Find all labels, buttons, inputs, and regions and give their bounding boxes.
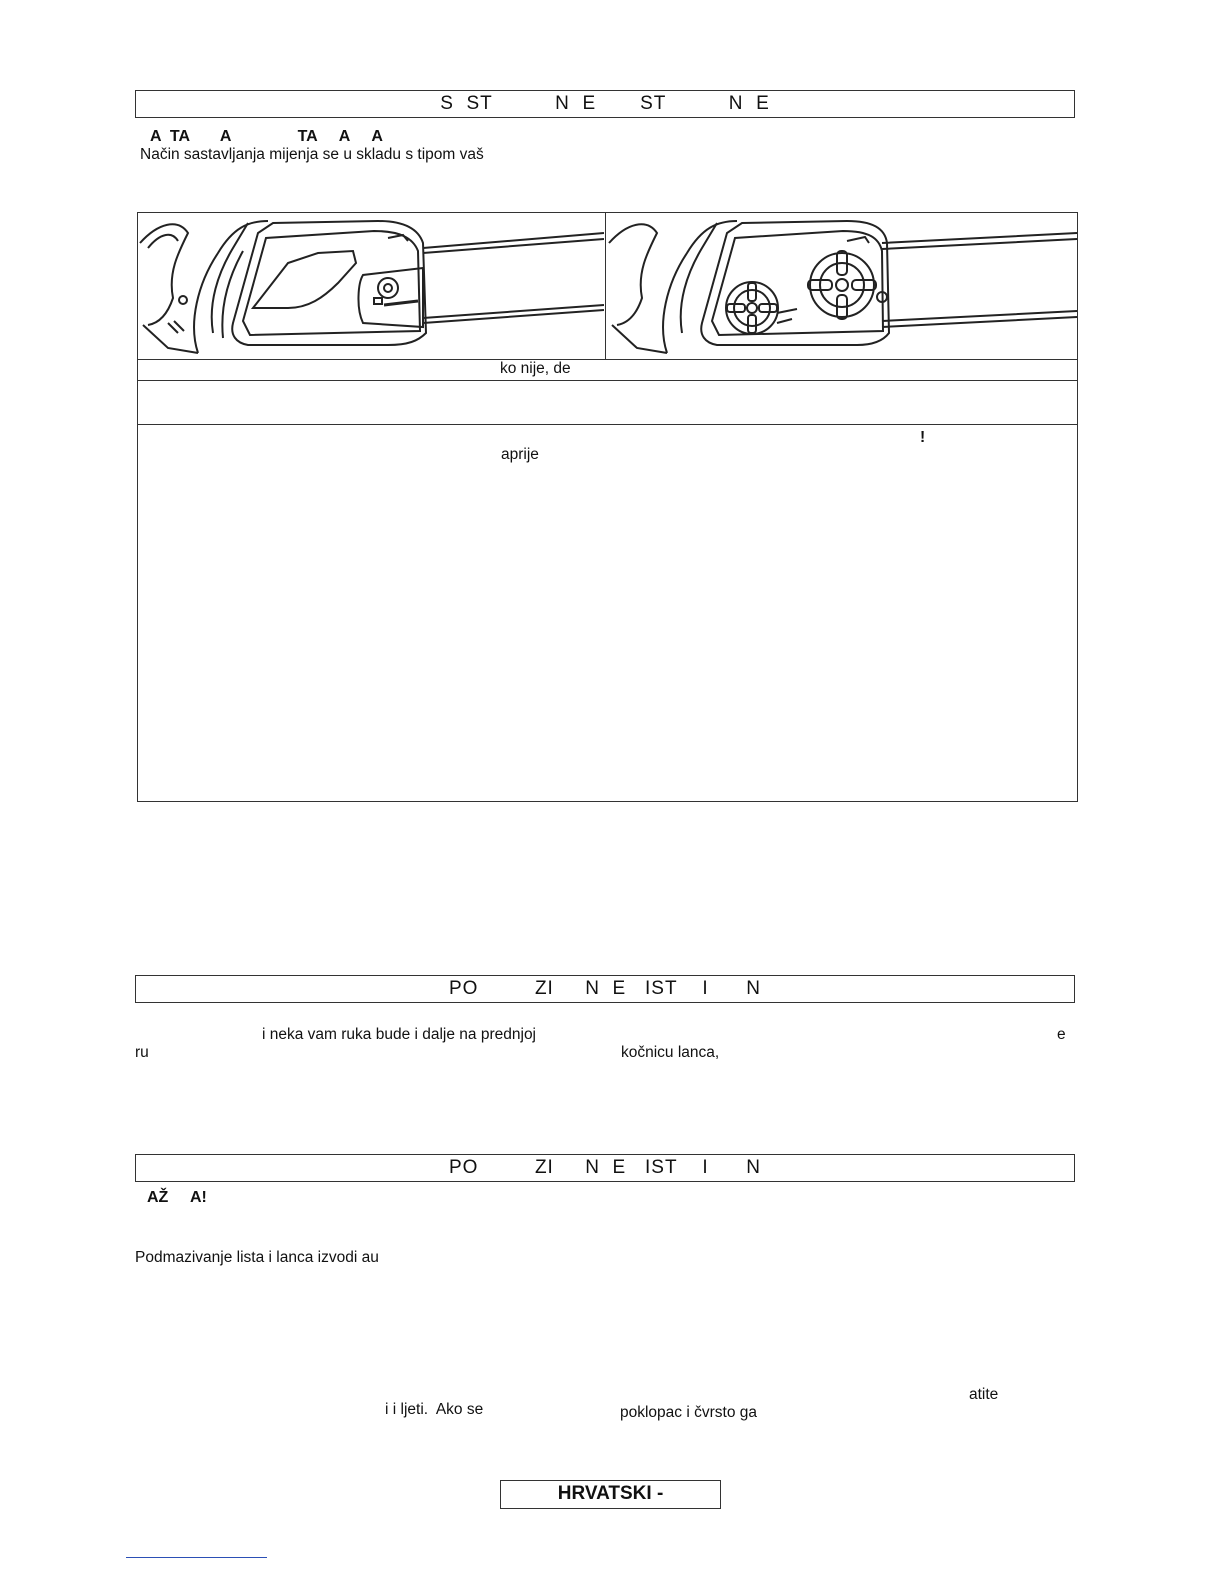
table-rule-3 bbox=[137, 424, 1078, 425]
exclamation-mark: ! bbox=[920, 429, 926, 446]
table-rule-2 bbox=[137, 380, 1078, 381]
body-text: kočnicu lanca, bbox=[621, 1044, 720, 1061]
body-text: Podmazivanje lista i lanca izvodi au bbox=[135, 1249, 379, 1266]
section-header-chain-brake: PO ZI N E IST I N bbox=[135, 975, 1075, 1003]
subheading: A TA A TA A A bbox=[150, 128, 383, 145]
intro-text: Način sastavljanja mijenja se u skladu s tipom vaš bbox=[140, 146, 484, 163]
body-text: atite bbox=[969, 1386, 999, 1403]
footnote-rule bbox=[126, 1557, 267, 1558]
body-text: e bbox=[1057, 1026, 1066, 1043]
chainsaw-illustration-type-a bbox=[138, 213, 604, 359]
body-text: i neka vam ruka bude i dalje na prednjoj bbox=[262, 1026, 537, 1043]
body-text: ru bbox=[135, 1044, 149, 1061]
table-rule-1 bbox=[137, 359, 1078, 360]
body-text: poklopac i čvrsto ga bbox=[620, 1404, 757, 1421]
warning-label: AŽ A! bbox=[147, 1189, 207, 1206]
body-text: i i ljeti. Ako se bbox=[385, 1401, 484, 1418]
section-header-lubrication: PO ZI N E IST I N bbox=[135, 1154, 1075, 1182]
table-row-text-2: aprije bbox=[501, 446, 539, 463]
section-header-assembly: S ST N E ST N E bbox=[135, 90, 1075, 118]
chainsaw-illustration-type-b bbox=[607, 213, 1077, 359]
page-footer-language: HRVATSKI - bbox=[500, 1480, 721, 1509]
figure-divider bbox=[605, 212, 606, 360]
table-row-text: ko nije, de bbox=[500, 360, 571, 377]
